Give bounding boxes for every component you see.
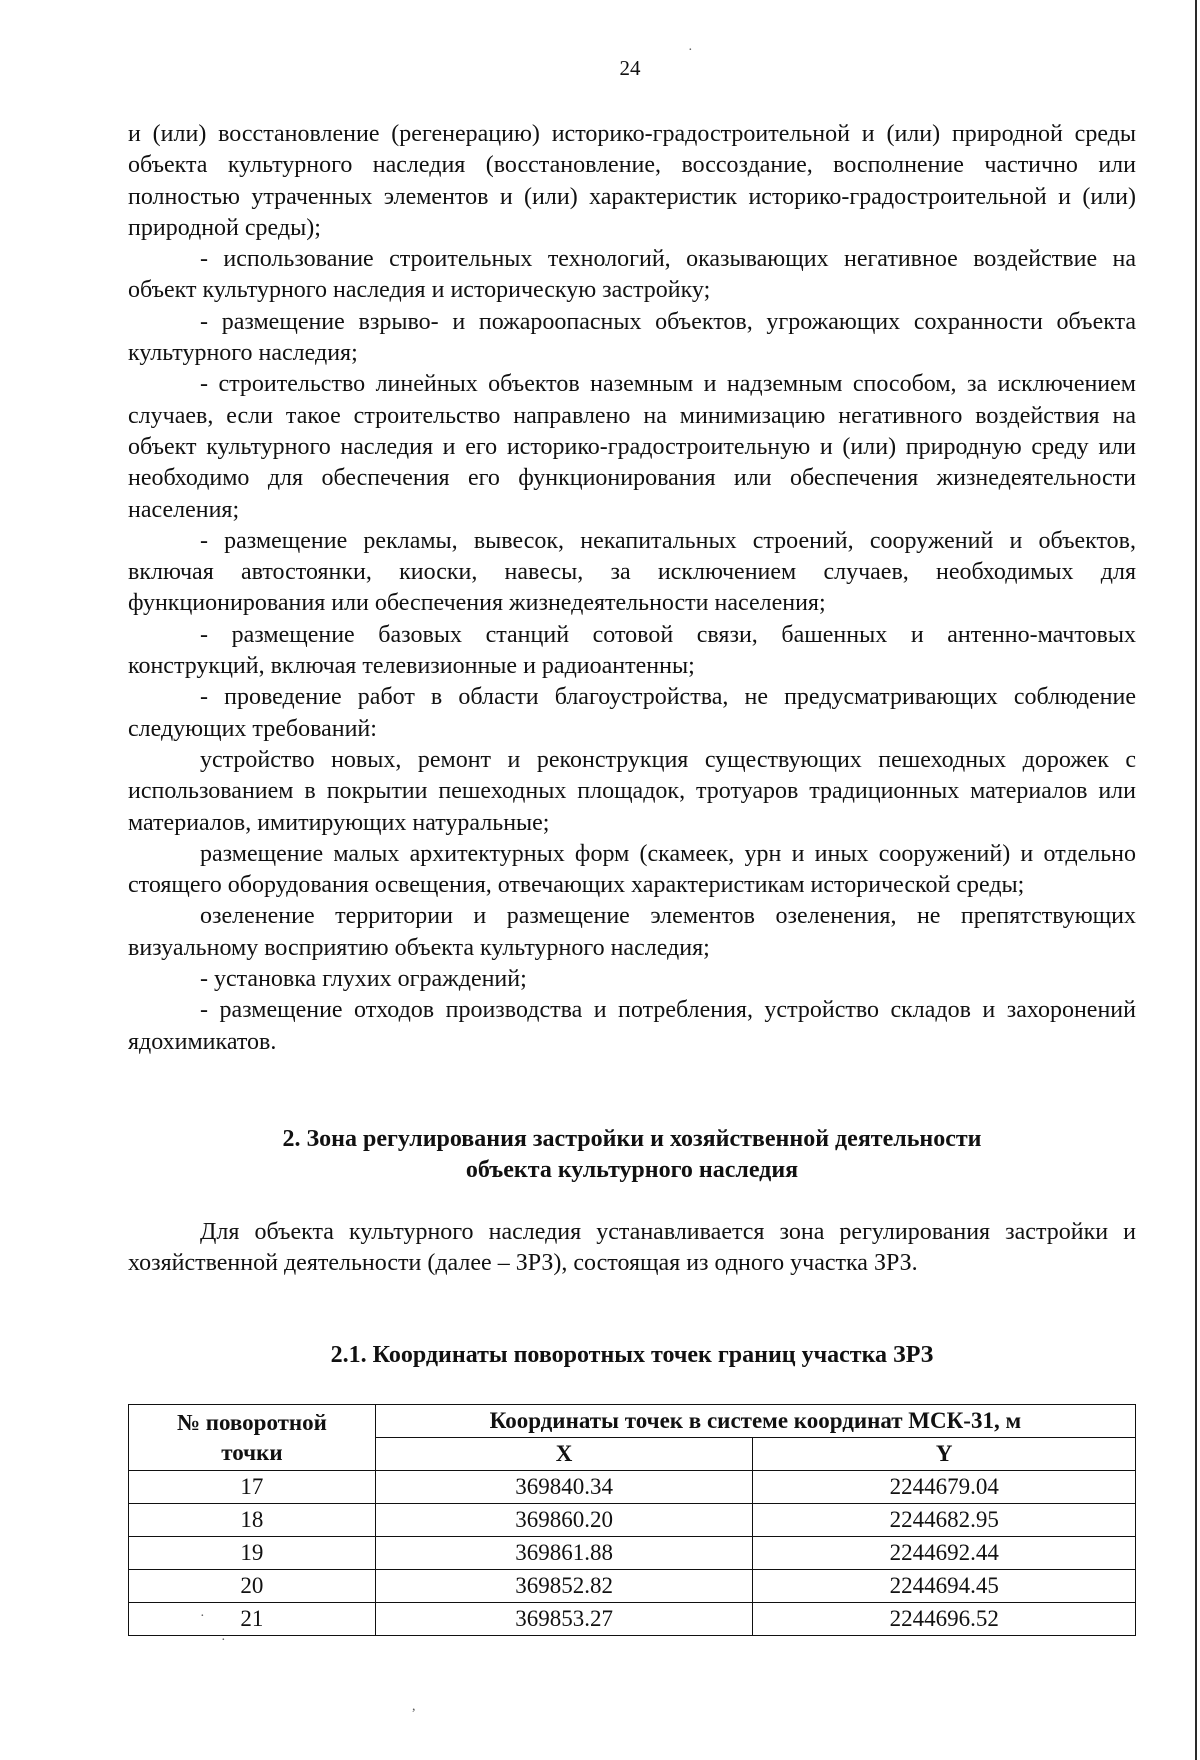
paragraph: и (или) восстановление (регенерацию) историко-градостроительной и (или) природной среды объекта культурного наследия (восстановление, воссоздание, восполнение частично или полностью утраченных элементов и (или) характеристик историко-градостроительной и (или) природной среды); <box>128 121 1136 241</box>
table-row <box>129 1537 1136 1570</box>
cell-x: 369853.27 <box>375 1603 753 1636</box>
paragraph: - размещение базовых станций сотовой связи, башенных и антенно-мачтовых конструкций, включая телевизионные и радиоантенны; <box>128 621 1136 680</box>
table-header-row <box>129 1405 1136 1438</box>
cell-y: 2244696.52 <box>753 1603 1136 1636</box>
paragraph: - проведение работ в области благоустройства, не предусматривающих соблюдение следующих требований: <box>128 684 1136 742</box>
cell-y: 2244682.95 <box>753 1504 1136 1537</box>
cell-point: 20 <box>129 1570 376 1603</box>
table-row <box>129 1570 1136 1603</box>
header-point-number: № поворотной точки <box>129 1405 376 1471</box>
section-heading-line-1: 2. Зона регулирования застройки и хозяйственной деятельности <box>282 1126 982 1152</box>
cell-point: 19 <box>129 1537 376 1570</box>
table-row <box>129 1504 1136 1537</box>
table-row <box>129 1603 1136 1636</box>
header-y: Y <box>753 1438 1136 1471</box>
paragraph: озеленение территории и размещение элементов озеленения, не препятствующих визуальному восприятию объекта культурного наследия; <box>128 903 1136 961</box>
header-coordinates: Координаты точек в системе координат МСК-31, м <box>375 1405 1135 1438</box>
paragraph: - использование строительных технологий, оказывающих негативное воздействие на объект культурного наследия и историческую застройку; <box>128 246 1136 304</box>
scan-speck: , <box>412 1699 416 1714</box>
coordinates-table <box>128 1404 1136 1636</box>
cell-y: 2244692.44 <box>753 1537 1136 1570</box>
section-heading-line-2: объекта культурного наследия <box>465 1157 799 1183</box>
paragraph: - установка глухих ограждений; <box>200 966 527 993</box>
cell-point: 18 <box>129 1504 376 1537</box>
cell-point: 17 <box>129 1471 376 1504</box>
cell-x: 369860.20 <box>375 1504 753 1537</box>
scan-speck: · <box>688 43 693 58</box>
table-row <box>129 1471 1136 1504</box>
paragraph: - строительство линейных объектов наземным и надземным способом, за исключением случаев, если такое строительство направлено на минимизацию негативного воздействия на объект культурного наследия и его историко-градостроительную и (или) природную среду или необходимо для обеспечения его функционирования или обеспечения жизнедеятельности населения; <box>128 371 1136 523</box>
cell-x: 369852.82 <box>375 1570 753 1603</box>
scan-edge <box>1195 0 1197 1760</box>
scan-speck: · <box>221 1633 226 1648</box>
paragraph: - размещение отходов производства и потребления, устройство складов и захоронений ядохимикатов. <box>128 997 1136 1055</box>
paragraph: - размещение рекламы, вывесок, некапитальных строений, сооружений и объектов, включая автостоянки, киоски, навесы, за исключением случаев, необходимых для функционирования или обеспечения жизнедеятельности населения; <box>128 527 1136 617</box>
cell-y: 2244694.45 <box>753 1570 1136 1603</box>
restrictions-list <box>128 119 1136 1058</box>
cell-x: 369840.34 <box>375 1471 753 1504</box>
zone-intro-paragraph: Для объекта культурного наследия устанавливается зона регулирования застройки и хозяйственной деятельности (далее – ЗРЗ), состоящая из одного участка ЗРЗ. <box>128 1219 1136 1277</box>
paragraph: устройство новых, ремонт и реконструкция существующих пешеходных дорожек с использованием в покрытии пешеходных площадок, тротуаров традиционных материалов или материалов, имитирующих натуральные; <box>128 746 1136 836</box>
page-number: 24 <box>619 56 641 80</box>
paragraph: - размещение взрыво- и пожароопасных объектов, угрожающих сохранности объекта культурного наследия; <box>128 308 1136 367</box>
cell-point: 21 <box>129 1603 376 1636</box>
cell-x: 369861.88 <box>375 1537 753 1570</box>
table-title: 2.1. Координаты поворотных точек границ участка ЗРЗ <box>330 1342 934 1368</box>
scan-speck: · <box>200 1609 205 1624</box>
header-x: X <box>375 1438 753 1471</box>
paragraph: размещение малых архитектурных форм (скамеек, урн и иных сооружений) и отдельно стоящего оборудования освещения, отвечающих характеристикам исторической среды; <box>128 840 1136 899</box>
section-heading <box>128 1124 1136 1186</box>
cell-y: 2244679.04 <box>753 1471 1136 1504</box>
